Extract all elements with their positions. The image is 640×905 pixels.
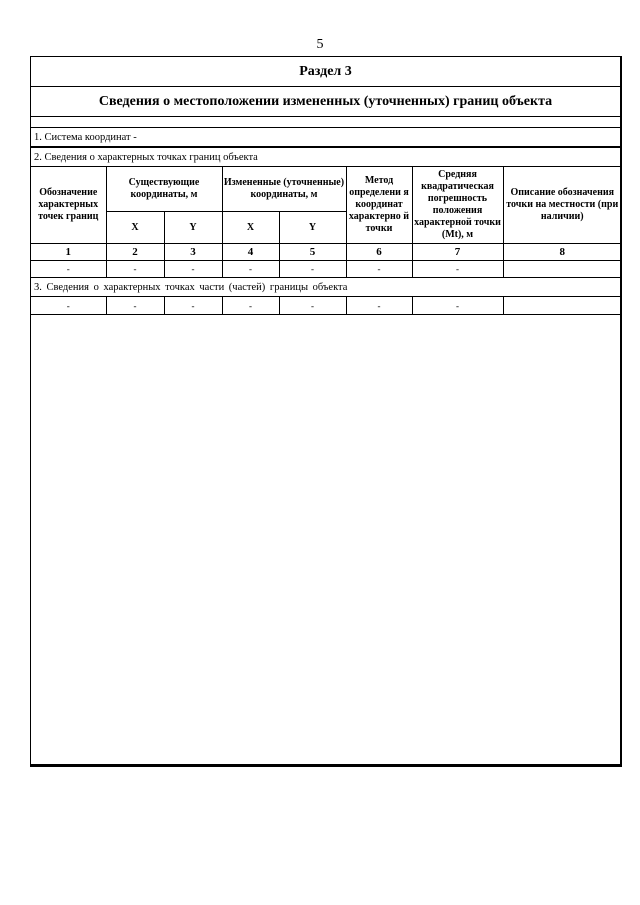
table-cell: -	[31, 261, 106, 278]
column-number: 6	[346, 244, 412, 261]
table-cell: -	[164, 261, 222, 278]
table-cell: -	[412, 261, 503, 278]
page-number: 5	[316, 37, 324, 52]
column-number: 4	[222, 244, 279, 261]
section-heading: Сведения о местоположении измененных (уточненных) границ объекта	[31, 87, 620, 117]
section-form	[30, 56, 622, 767]
table-cell	[503, 261, 621, 278]
column-number: 8	[503, 244, 621, 261]
table-cell: -	[106, 261, 164, 278]
col-designation: Обозначение характерных точек границ	[31, 167, 106, 244]
column-number: 3	[164, 244, 222, 261]
column-number: 1	[31, 244, 106, 261]
table-cell: -	[412, 297, 503, 315]
table-cell: -	[346, 297, 412, 315]
col-description: Описание обозначения точки на местности (при наличии)	[503, 167, 621, 244]
col-method: Метод определени я координат характерно й точки	[346, 167, 412, 244]
boundary-points-table	[31, 166, 621, 278]
table-cell	[503, 297, 621, 315]
col-x-changed: X	[222, 212, 279, 244]
col-changed-coords: Измененные (уточненные) координаты, м	[222, 167, 346, 212]
table-cell: -	[106, 297, 164, 315]
col-x-existing: X	[106, 212, 164, 244]
coordinate-system-line: 1. Система координат -	[31, 127, 620, 147]
table-cell: -	[279, 297, 346, 315]
col-y-existing: Y	[164, 212, 222, 244]
table-cell: -	[31, 297, 106, 315]
col-existing-coords: Существующие координаты, м	[106, 167, 222, 212]
spacer	[31, 117, 620, 127]
subsection-3-title: 3. Сведения о характерных точках части (частей) границы объекта	[31, 278, 620, 297]
table-cell: -	[164, 297, 222, 315]
table-cell: -	[222, 297, 279, 315]
col-y-changed: Y	[279, 212, 346, 244]
table-cell: -	[279, 261, 346, 278]
column-number: 2	[106, 244, 164, 261]
column-number: 7	[412, 244, 503, 261]
col-error: Средняя квадратическая погрешность положения характерной точки (Mt), м	[412, 167, 503, 244]
section-title: Раздел 3	[31, 57, 620, 87]
table-cell: -	[222, 261, 279, 278]
part-points-table	[31, 297, 621, 315]
subsection-2-title: 2. Сведения о характерных точках границ объекта	[31, 147, 620, 167]
column-number: 5	[279, 244, 346, 261]
table-cell: -	[346, 261, 412, 278]
